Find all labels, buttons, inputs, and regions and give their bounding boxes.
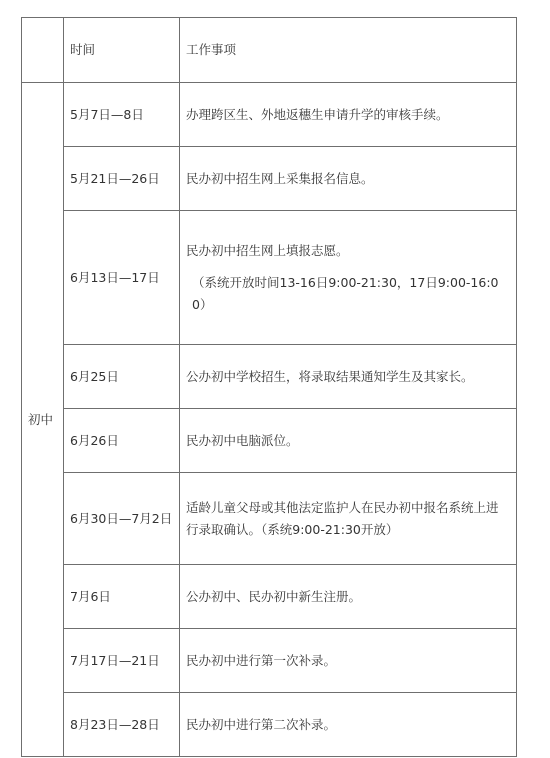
table-row [22, 409, 517, 473]
time-cell: 6月13日—17日 [64, 211, 180, 345]
table-header-row [22, 18, 517, 83]
task-cell: 公办初中学校招生，将录取结果通知学生及其家长。 [180, 345, 517, 409]
time-cell: 6月30日—7月2日 [64, 473, 180, 565]
time-cell: 6月26日 [64, 409, 180, 473]
table-row [22, 473, 517, 565]
task-cell [180, 211, 517, 345]
header-task-cell: 工作事项 [180, 18, 517, 83]
task-cell: 办理跨区生、外地返穗生申请升学的审核手续。 [180, 83, 517, 147]
table-row [22, 345, 517, 409]
task-text: 民办初中招生网上填报志愿。 [186, 242, 349, 258]
time-cell: 7月17日—21日 [64, 629, 180, 693]
task-cell: 民办初中电脑派位。 [180, 409, 517, 473]
header-stage-cell [22, 18, 64, 83]
time-cell: 8月23日—28日 [64, 693, 180, 757]
task-note: （系统开放时间13-16日9:00-21:30，17日9:00-16:00） [192, 274, 499, 312]
task-cell: 公办初中、民办初中新生注册。 [180, 565, 517, 629]
table-row [22, 565, 517, 629]
enrollment-schedule-table [21, 17, 517, 757]
table-row [22, 211, 517, 345]
task-cell: 民办初中招生网上采集报名信息。 [180, 147, 517, 211]
table-row [22, 83, 517, 147]
task-cell: 民办初中进行第一次补录。 [180, 629, 517, 693]
table-row [22, 147, 517, 211]
time-cell: 5月7日—8日 [64, 83, 180, 147]
time-cell: 7月6日 [64, 565, 180, 629]
header-time-cell: 时间 [64, 18, 180, 83]
time-cell: 5月21日—26日 [64, 147, 180, 211]
table-row [22, 693, 517, 757]
task-cell: 适龄儿童父母或其他法定监护人在民办初中报名系统上进行录取确认。（系统9:00-21:30开放） [180, 473, 517, 565]
stage-cell: 初中 [22, 83, 64, 757]
task-cell: 民办初中进行第二次补录。 [180, 693, 517, 757]
time-cell: 6月25日 [64, 345, 180, 409]
table-row [22, 629, 517, 693]
